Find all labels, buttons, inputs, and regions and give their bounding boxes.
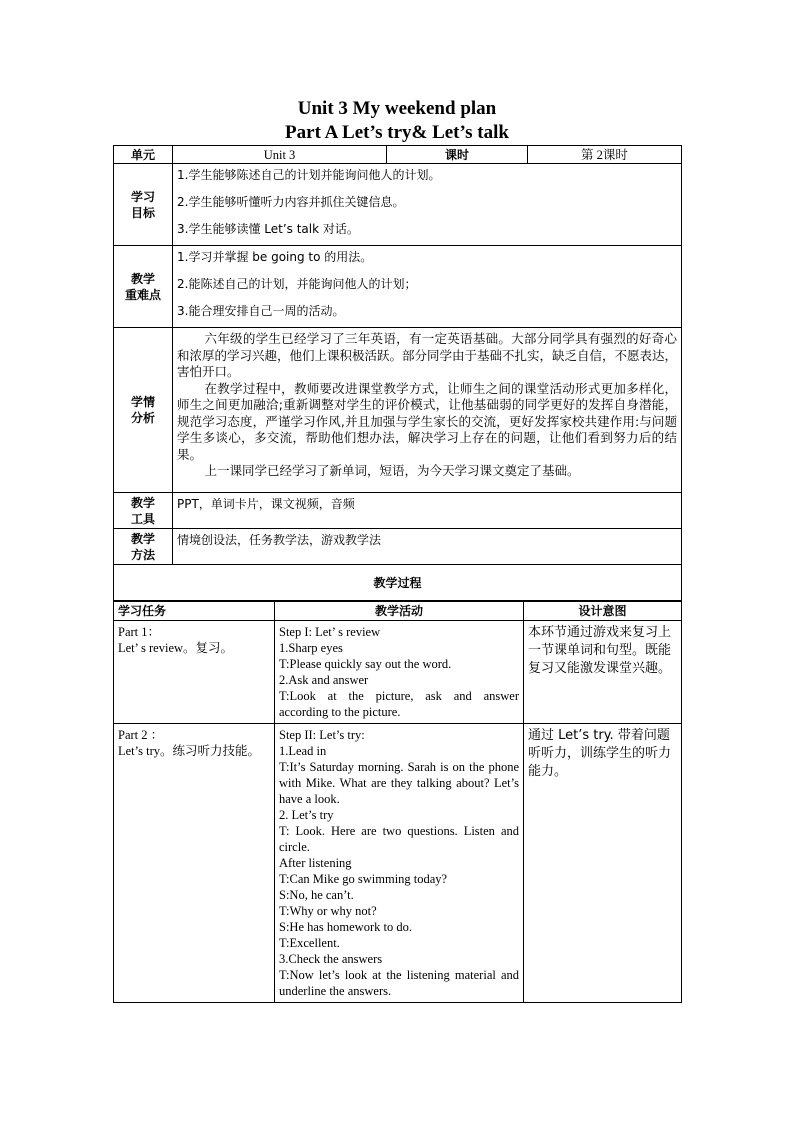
activity-line: T:Now let’s look at the listening material and underline the answers. [279,968,519,998]
tools-label-line2: 工具 [130,511,155,526]
col-intent-header: 设计意图 [524,602,682,621]
activity-line: T: Look. Here are two questions. Listen and circle. [279,824,519,854]
task-desc: Let’s try。练习听力技能。 [118,744,261,758]
activity-line: T:Please quickly say out the word. [279,657,452,671]
activity-cell [275,724,524,1003]
goals-label-line1: 学习 [130,189,155,204]
activity-line: T:Can Mike go swimming today? [279,872,448,886]
goal-item: 1.学生能够陈述自己的计划并能询问他人的计划。 [177,168,441,182]
task-title: Part 2 ： [118,728,164,742]
period-label: 课时 [387,146,528,164]
goals-content [173,164,682,246]
intent-cell: 通过 Let’s try. 带着问题听听力，训练学生的听力能力。 [524,724,682,1003]
tools-label-line1: 教学 [130,495,155,510]
task-desc: Let’ s review。复习。 [118,641,234,655]
key-points-label [114,246,173,328]
analysis-paragraph: 上一课同学已经学习了新单词，短语，为今天学习课文奠定了基础。 [204,463,580,478]
activity-cell [275,621,524,724]
period-value: 第 2课时 [528,146,682,164]
key-points-label-line2: 重难点 [124,287,161,302]
activity-line: T:Excellent. [279,936,340,950]
methods-label [114,529,173,565]
methods-value: 情境创设法，任务教学法，游戏教学法 [173,529,682,565]
activity-line: Step II: Let’s try: [279,728,365,742]
analysis-paragraph: 六年级的学生已经学习了三年英语，有一定英语基础。大部分同学具有强烈的好奇心和浓厚的学习兴趣，他们上课积极活跃。部分同学由于基础不扎实，缺乏自信，不愿表达，害怕开口。 [177,331,678,379]
activity-line: 3.Check the answers [279,952,383,966]
task-cell [114,621,275,724]
key-point-item: 3.能合理安排自己一周的活动。 [177,304,345,318]
activity-line: 2.Ask and answer [279,673,369,687]
activity-line: 1.Lead in [279,744,327,758]
analysis-label-line2: 分析 [130,411,155,425]
activity-line: T:Why or why not? [279,904,377,918]
methods-label-line1: 教学 [130,531,155,546]
process-heading: 教学过程 [114,565,682,601]
goals-label [114,164,173,246]
methods-label-line2: 方法 [130,547,155,562]
unit-value: Unit 3 [173,146,387,164]
activity-line: T:Look at the picture, ask and answer according to the picture. [279,689,519,719]
goal-item: 2.学生能够听懂听力内容并抓住关键信息。 [177,195,405,209]
key-points-content [173,246,682,328]
teaching-process-table [113,601,682,1003]
key-points-label-line1: 教学 [130,271,155,286]
unit-label: 单元 [114,146,173,164]
activity-line: 2. Let’s try [279,808,334,822]
col-task-header: 学习任务 [114,602,275,621]
activity-line: Step I: Let’ s review [279,625,381,639]
document-title: Unit 3 My weekend plan [297,98,497,119]
activity-line: S:He has homework to do. [279,920,412,934]
lesson-info-table [113,145,682,601]
goal-item: 3.学生能够读懂 Let’s talk 对话。 [177,222,359,236]
analysis-content [173,328,682,493]
activity-line: T:It’s Saturday morning. Sarah is on the phone with Mike. What are they talking about? Let’s have a look. [279,760,519,806]
activity-line: S:No, he can’t. [279,888,354,902]
analysis-label-line1: 学情 [130,395,155,409]
tools-label [114,493,173,529]
key-point-item: 1.学习并掌握 be going to 的用法。 [177,250,373,264]
key-point-item: 2.能陈述自己的计划，并能询问他人的计划； [177,277,417,291]
task-cell [114,724,275,1003]
tools-value: PPT，单词卡片，课文视频，音频 [173,493,682,529]
activity-line: 1.Sharp eyes [279,641,343,655]
intent-cell: 本环节通过游戏来复习上一节课单词和句型。既能复习又能激发课堂兴趣。 [524,621,682,724]
goals-label-line2: 目标 [130,205,155,220]
task-title: Part 1： [118,625,161,639]
analysis-label [114,328,173,493]
document-subtitle: Part A Let’s try& Let’s talk [285,122,509,143]
analysis-paragraph: 在教学过程中，教师要改进课堂教学方式，让师生之间的课堂活动形式更加多样化，师生之间更加融洽;重新调整对学生的评价模式，让他基础弱的同学更好的发挥自身潜能，规范学习态度，严谨学习作风,并且加强与学生家长的交流，更好发挥家校共建作用:与问题学生多谈心，多交流，帮助他们想办法，解决学习上存在的问题，让他们看到努力后的结果。 [177,380,677,462]
col-activity-header: 教学活动 [275,602,524,621]
activity-line: After listening [279,856,352,870]
